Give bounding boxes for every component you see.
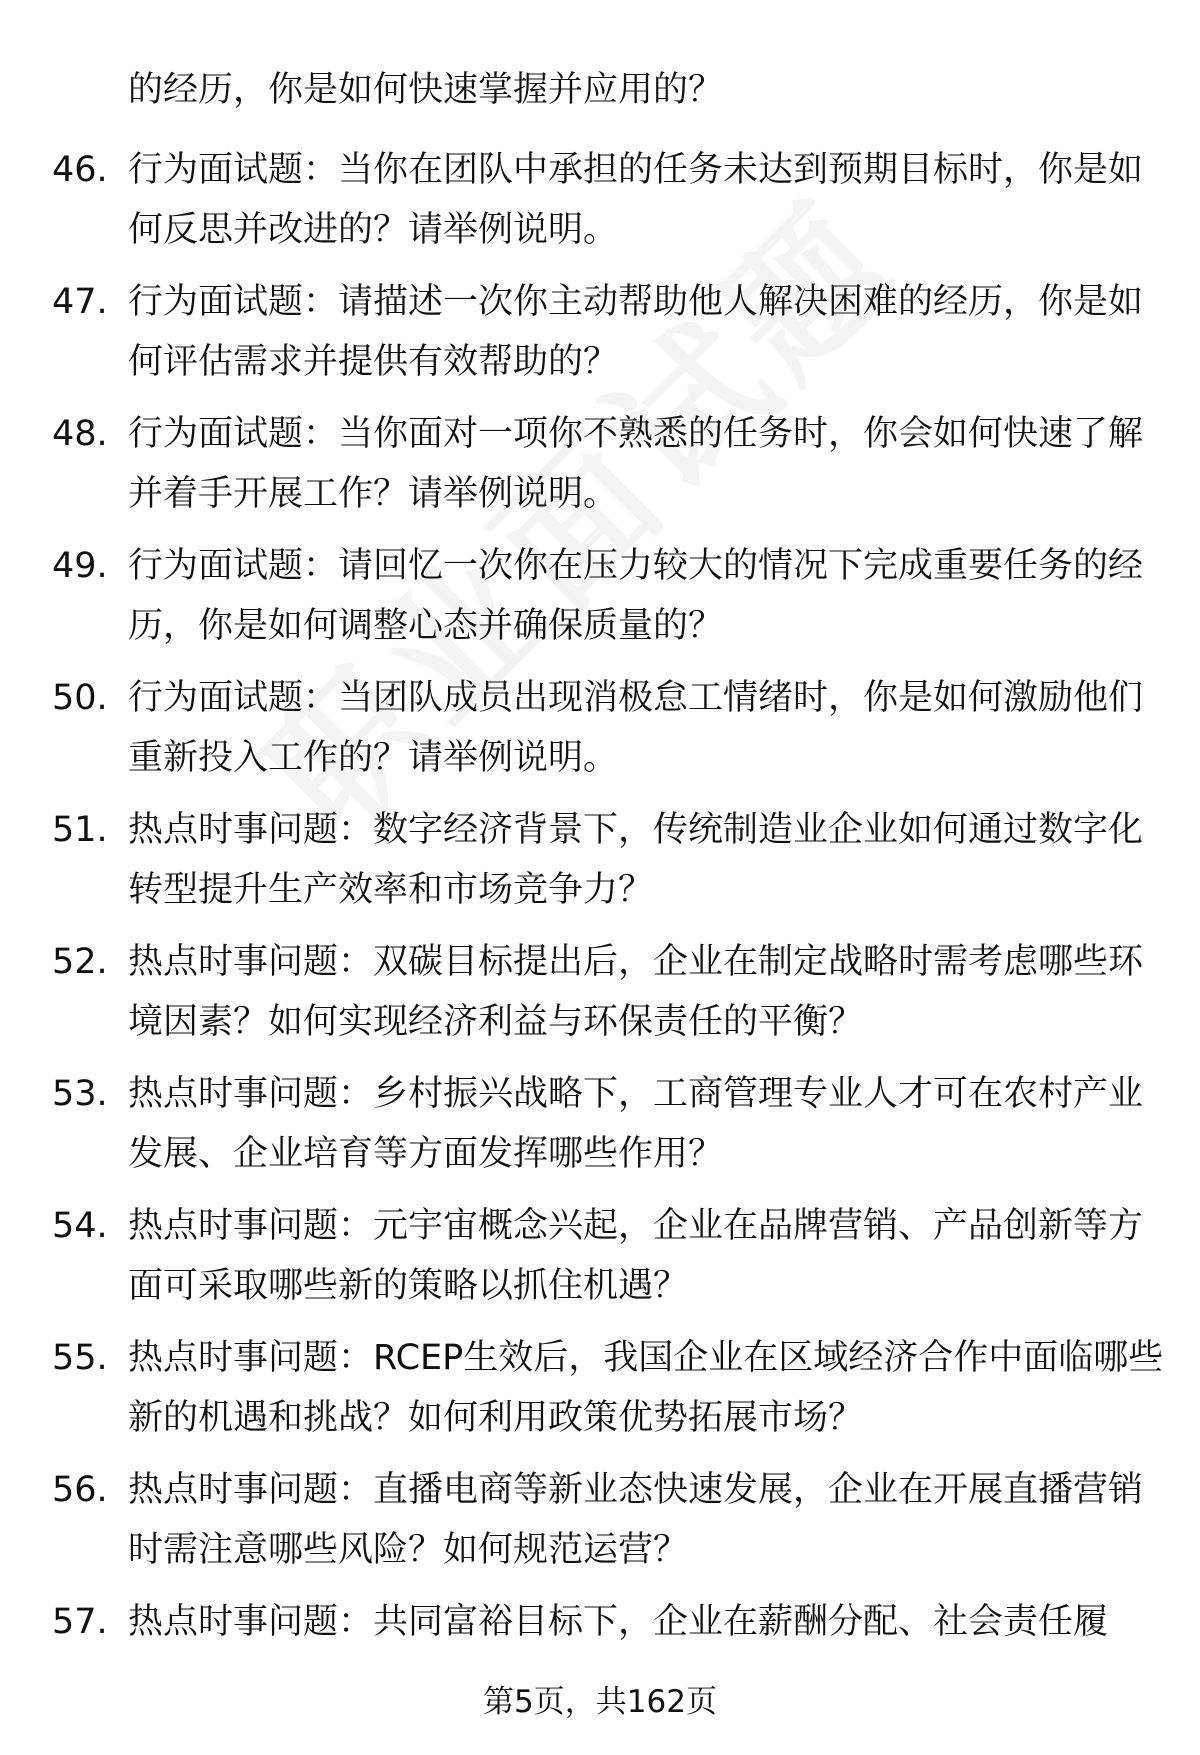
question-text: 行为面试题：当你面对一项你不熟悉的任务时，你会如何快速了解并着手开展工作？请举例说明。 bbox=[128, 414, 1144, 514]
question-number: 52. bbox=[52, 942, 108, 982]
question-number: 57. bbox=[52, 1602, 108, 1642]
question-text: 热点时事问题：直播电商等新业态快速发展，企业在开展直播营销时需注意哪些风险？如何规范运营？ bbox=[128, 1470, 1144, 1570]
question-item bbox=[0, 536, 1200, 668]
question-item bbox=[0, 932, 1200, 1064]
question-item bbox=[0, 1328, 1200, 1460]
question-number: 56. bbox=[52, 1470, 108, 1510]
question-number: 46. bbox=[52, 150, 108, 190]
question-text: 行为面试题：当团队成员出现消极怠工情绪时，你是如何激励他们重新投入工作的？请举例说明。 bbox=[128, 678, 1144, 778]
question-item bbox=[0, 272, 1200, 404]
question-text: 行为面试题：请描述一次你主动帮助他人解决困难的经历，你是如何评估需求并提供有效帮助的？ bbox=[128, 282, 1144, 382]
question-text: 行为面试题：请回忆一次你在压力较大的情况下完成重要任务的经历，你是如何调整心态并确保质量的？ bbox=[128, 546, 1144, 646]
question-list bbox=[0, 140, 1200, 1724]
question-number: 50. bbox=[52, 678, 108, 718]
question-text: 热点时事问题：共同富裕目标下，企业在薪酬分配、社会责任履 bbox=[128, 1602, 1109, 1642]
question-number: 51. bbox=[52, 810, 108, 850]
question-number: 48. bbox=[52, 414, 108, 454]
question-number: 55. bbox=[52, 1338, 108, 1378]
question-item bbox=[0, 1064, 1200, 1196]
question-item bbox=[0, 800, 1200, 932]
question-number: 54. bbox=[52, 1206, 108, 1246]
continued-question-text: 的经历，你是如何快速掌握并应用的？ bbox=[128, 70, 724, 110]
question-number: 47. bbox=[52, 282, 108, 322]
question-text: 热点时事问题：双碳目标提出后，企业在制定战略时需考虑哪些环境因素？如何实现经济利益与环保责任的平衡？ bbox=[128, 942, 1144, 1042]
page-footer: 第5页，共162页 bbox=[483, 1684, 717, 1720]
question-item bbox=[0, 668, 1200, 800]
question-item bbox=[0, 1196, 1200, 1328]
question-text: 行为面试题：当你在团队中承担的任务未达到预期目标时，你是如何反思并改进的？请举例说明。 bbox=[128, 150, 1144, 250]
question-item bbox=[0, 1460, 1200, 1592]
question-item bbox=[0, 404, 1200, 536]
question-item bbox=[0, 140, 1200, 272]
question-text: 热点时事问题：数字经济背景下，传统制造业企业如何通过数字化转型提升生产效率和市场竞争力？ bbox=[128, 810, 1144, 910]
question-text: 热点时事问题：乡村振兴战略下，工商管理专业人才可在农村产业发展、企业培育等方面发挥哪些作用？ bbox=[128, 1074, 1144, 1174]
question-text: 热点时事问题：元宇宙概念兴起，企业在品牌营销、产品创新等方面可采取哪些新的策略以抓住机遇？ bbox=[128, 1206, 1144, 1306]
question-number: 53. bbox=[52, 1074, 108, 1114]
question-number: 49. bbox=[52, 546, 108, 586]
question-text: 热点时事问题：RCEP生效后，我国企业在区域经济合作中面临哪些新的机遇和挑战？如何利用政策优势拓展市场？ bbox=[128, 1338, 1164, 1438]
